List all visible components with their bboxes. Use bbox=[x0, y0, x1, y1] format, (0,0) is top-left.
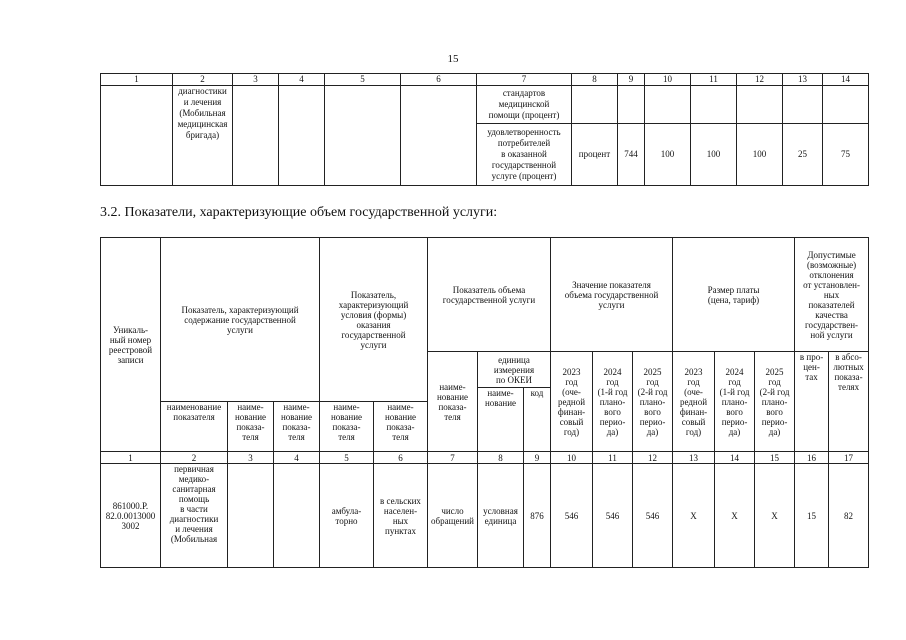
cell-empty bbox=[737, 86, 783, 124]
header-volume-indicator: Показатель объема государственной услуги bbox=[428, 238, 551, 352]
volume-indicators-table bbox=[100, 237, 869, 568]
header-percent: в про- цен- тах bbox=[795, 352, 829, 452]
value-2025-cell: 100 bbox=[737, 124, 783, 186]
header-year-2024: 2024 год (1-й год плано- вого перио- да) bbox=[593, 352, 633, 452]
col-number: 17 bbox=[829, 452, 869, 464]
unit-name-cell: условная единица bbox=[478, 464, 524, 568]
cell-empty bbox=[279, 86, 325, 186]
table-row bbox=[101, 86, 869, 124]
col-number: 8 bbox=[572, 74, 618, 86]
condition-cell: амбула- торно bbox=[320, 464, 374, 568]
col-number: 4 bbox=[279, 74, 325, 86]
indicator-name-cell: удовлетворенность потребителей в оказанной государственной услуге (процент) bbox=[477, 124, 572, 186]
header-fee-2024: 2024 год (1-й год плано- вого перио- да) bbox=[715, 352, 755, 452]
unit-code-cell: 876 bbox=[524, 464, 551, 568]
header-volume-value: Значение показателя объема государственной услуги bbox=[551, 238, 673, 352]
unit-code-cell: 744 bbox=[618, 124, 645, 186]
col-number: 1 bbox=[101, 74, 173, 86]
deviation-percent-cell: 15 bbox=[795, 464, 829, 568]
cell-empty bbox=[401, 86, 477, 186]
col-number: 7 bbox=[477, 74, 572, 86]
service-content-cell: первичная медико- санитарная помощь в части диагностики и лечения (Мобильная bbox=[161, 464, 228, 568]
col-number: 5 bbox=[325, 74, 401, 86]
col-number: 5 bbox=[320, 452, 374, 464]
value-2023-cell: 100 bbox=[645, 124, 691, 186]
cell-empty bbox=[691, 86, 737, 124]
header-conditions-indicator: Показатель, характеризующий условия (формы) оказания государственной услуги bbox=[320, 238, 428, 402]
col-number: 12 bbox=[633, 452, 673, 464]
header-fee: Размер платы (цена, тариф) bbox=[673, 238, 795, 352]
cell-empty bbox=[618, 86, 645, 124]
cell-empty bbox=[228, 464, 274, 568]
quality-indicators-table-continuation bbox=[100, 73, 869, 186]
col-number: 3 bbox=[228, 452, 274, 464]
cell-empty bbox=[572, 86, 618, 124]
header-absolute: в абсо- лютных показа- телях bbox=[829, 352, 869, 452]
header-fee-2025: 2025 год (2-й год плано- вого перио- да) bbox=[755, 352, 795, 452]
deviation-absolute-cell: 82 bbox=[829, 464, 869, 568]
col-number: 12 bbox=[737, 74, 783, 86]
col-number: 11 bbox=[593, 452, 633, 464]
col-number: 15 bbox=[755, 452, 795, 464]
value-2023-cell: 546 bbox=[551, 464, 593, 568]
service-content-cell: диагностики и лечения (Мобильная медицинская бригада) bbox=[173, 86, 233, 186]
col-number: 2 bbox=[161, 452, 228, 464]
col-number: 6 bbox=[401, 74, 477, 86]
header-year-2023: 2023 год (оче- редной финан- совый год) bbox=[551, 352, 593, 452]
col-number: 14 bbox=[823, 74, 869, 86]
header-unique-number: Уникаль- ный номер реестровой записи bbox=[101, 238, 161, 452]
fee-2024-cell: Х bbox=[715, 464, 755, 568]
header-content-indicator: Показатель, характеризующий содержание государственной услуги bbox=[161, 238, 320, 402]
col-number: 13 bbox=[673, 452, 715, 464]
col-number: 16 bbox=[795, 452, 829, 464]
col-number: 10 bbox=[551, 452, 593, 464]
fee-2025-cell: Х bbox=[755, 464, 795, 568]
value-2024-cell: 546 bbox=[593, 464, 633, 568]
column-number-row bbox=[101, 452, 869, 464]
value-2024-cell: 100 bbox=[691, 124, 737, 186]
deviation-absolute-cell: 75 bbox=[823, 124, 869, 186]
header-name-indicator: наиме- нование показа- теля bbox=[320, 402, 374, 452]
cell-empty bbox=[101, 86, 173, 186]
deviation-percent-cell: 25 bbox=[783, 124, 823, 186]
unique-number-cell: 861000.Р. 82.0.0013000 3002 bbox=[101, 464, 161, 568]
cell-empty bbox=[325, 86, 401, 186]
volume-name-cell: число обращений bbox=[428, 464, 478, 568]
table-row bbox=[101, 464, 869, 568]
fee-2023-cell: Х bbox=[673, 464, 715, 568]
page-number: 15 bbox=[447, 53, 459, 65]
header-year-2025: 2025 год (2-й год плано- вого перио- да) bbox=[633, 352, 673, 452]
cell-empty bbox=[783, 86, 823, 124]
unit-name-cell: процент bbox=[572, 124, 618, 186]
condition-cell: в сельских населен- ных пунктах bbox=[374, 464, 428, 568]
col-number: 1 bbox=[101, 452, 161, 464]
header-okei-unit: единица измерения по ОКЕИ bbox=[478, 352, 551, 388]
cell-empty bbox=[645, 86, 691, 124]
header-okei-code: код bbox=[524, 388, 551, 452]
header-name-indicator: наиме- нование показа- теля bbox=[374, 402, 428, 452]
cell-empty bbox=[274, 464, 320, 568]
header-name-indicator: наименование показателя bbox=[161, 402, 228, 452]
col-number: 2 bbox=[173, 74, 233, 86]
column-number-row bbox=[101, 74, 869, 86]
cell-empty bbox=[823, 86, 869, 124]
col-number: 9 bbox=[618, 74, 645, 86]
col-number: 13 bbox=[783, 74, 823, 86]
col-number: 4 bbox=[274, 452, 320, 464]
indicator-name-cell: стандартов медицинской помощи (процент) bbox=[477, 86, 572, 124]
header-deviations: Допустимые (возможные) отклонения от установлен- ных показателей качества государствен- ной услуги bbox=[795, 238, 869, 352]
col-number: 3 bbox=[233, 74, 279, 86]
col-number: 7 bbox=[428, 452, 478, 464]
header-okei-name: наиме- нование bbox=[478, 388, 524, 452]
header-name-indicator: наиме- нование показа- теля bbox=[228, 402, 274, 452]
col-number: 14 bbox=[715, 452, 755, 464]
section-heading: 3.2. Показатели, характеризующие объем государственной услуги: bbox=[100, 205, 498, 220]
header-fee-2023: 2023 год (оче- редной финан- совый год) bbox=[673, 352, 715, 452]
col-number: 10 bbox=[645, 74, 691, 86]
header-name-indicator: наиме- нование показа- теля bbox=[274, 402, 320, 452]
value-2025-cell: 546 bbox=[633, 464, 673, 568]
cell-empty bbox=[233, 86, 279, 186]
header-volume-name: наиме- нование показа- теля bbox=[428, 352, 478, 452]
col-number: 6 bbox=[374, 452, 428, 464]
col-number: 8 bbox=[478, 452, 524, 464]
col-number: 11 bbox=[691, 74, 737, 86]
col-number: 9 bbox=[524, 452, 551, 464]
